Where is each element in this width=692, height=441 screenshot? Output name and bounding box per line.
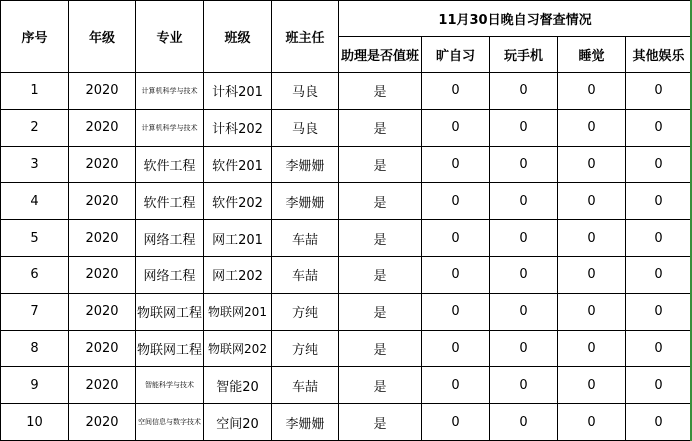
cell-sleep[interactable]: 0: [558, 220, 626, 257]
cell-other[interactable]: 0: [626, 367, 692, 404]
table-row: [1, 73, 692, 110]
cell-class[interactable]: 计科202: [204, 109, 272, 146]
cell-phone[interactable]: 0: [490, 256, 558, 293]
cell-duty[interactable]: 是: [339, 330, 422, 367]
cell-teacher[interactable]: 李姗姗: [272, 146, 339, 183]
cell-index[interactable]: 10: [1, 404, 69, 441]
cell-phone[interactable]: 0: [490, 367, 558, 404]
cell-grade[interactable]: 2020: [69, 330, 136, 367]
cell-major[interactable]: 网络工程: [136, 220, 204, 257]
cell-sleep[interactable]: 0: [558, 330, 626, 367]
cell-sleep[interactable]: 0: [558, 256, 626, 293]
cell-phone[interactable]: 0: [490, 293, 558, 330]
cell-class[interactable]: 网工202: [204, 256, 272, 293]
table-row: [1, 146, 692, 183]
cell-class[interactable]: 软件201: [204, 146, 272, 183]
cell-teacher[interactable]: 车喆: [272, 220, 339, 257]
header-teacher[interactable]: 班主任: [272, 1, 339, 73]
table-row: [1, 220, 692, 257]
table-row: [1, 404, 692, 441]
cell-other[interactable]: 0: [626, 109, 692, 146]
cell-phone[interactable]: 0: [490, 146, 558, 183]
header-phone[interactable]: 玩手机: [490, 37, 558, 73]
header-grade[interactable]: 年级: [69, 1, 136, 73]
cell-grade[interactable]: 2020: [69, 220, 136, 257]
cell-index[interactable]: 9: [1, 367, 69, 404]
cell-major[interactable]: 软件工程: [136, 183, 204, 220]
table-row: [1, 256, 692, 293]
cell-absent[interactable]: 0: [422, 293, 490, 330]
cell-major[interactable]: 软件工程: [136, 146, 204, 183]
cell-class[interactable]: 空间20: [204, 404, 272, 441]
table-row: [1, 183, 692, 220]
cell-index[interactable]: 5: [1, 220, 69, 257]
table-row: [1, 293, 692, 330]
cell-phone[interactable]: 0: [490, 109, 558, 146]
cell-major[interactable]: 智能科学与技术: [136, 367, 204, 404]
cell-class[interactable]: 网工201: [204, 220, 272, 257]
cell-duty[interactable]: 是: [339, 367, 422, 404]
cell-grade[interactable]: 2020: [69, 109, 136, 146]
cell-teacher[interactable]: 李姗姗: [272, 183, 339, 220]
cell-absent[interactable]: 0: [422, 73, 490, 110]
cell-absent[interactable]: 0: [422, 109, 490, 146]
cell-sleep[interactable]: 0: [558, 146, 626, 183]
cell-other[interactable]: 0: [626, 183, 692, 220]
cell-absent[interactable]: 0: [422, 256, 490, 293]
cell-absent[interactable]: 0: [422, 220, 490, 257]
cell-index[interactable]: 7: [1, 293, 69, 330]
cell-major[interactable]: 物联网工程: [136, 293, 204, 330]
cell-other[interactable]: 0: [626, 220, 692, 257]
cell-major[interactable]: 空间信息与数字技术: [136, 404, 204, 441]
cell-duty[interactable]: 是: [339, 220, 422, 257]
cell-other[interactable]: 0: [626, 293, 692, 330]
cell-grade[interactable]: 2020: [69, 73, 136, 110]
cell-absent[interactable]: 0: [422, 367, 490, 404]
cell-teacher[interactable]: 马良: [272, 73, 339, 110]
table-body: [1, 73, 692, 441]
cell-absent[interactable]: 0: [422, 404, 490, 441]
cell-phone[interactable]: 0: [490, 220, 558, 257]
cell-other[interactable]: 0: [626, 256, 692, 293]
cell-other[interactable]: 0: [626, 73, 692, 110]
cell-major[interactable]: 网络工程: [136, 256, 204, 293]
header-other[interactable]: 其他娱乐: [626, 37, 692, 73]
table-row: [1, 367, 692, 404]
cell-teacher[interactable]: 方纯: [272, 330, 339, 367]
cell-duty[interactable]: 是: [339, 293, 422, 330]
cell-other[interactable]: 0: [626, 146, 692, 183]
cell-class[interactable]: 计科201: [204, 73, 272, 110]
cell-duty[interactable]: 是: [339, 404, 422, 441]
header-group-title[interactable]: 11月30日晚自习督查情况: [339, 1, 692, 37]
cell-grade[interactable]: 2020: [69, 256, 136, 293]
cell-index[interactable]: 8: [1, 330, 69, 367]
cell-phone[interactable]: 0: [490, 183, 558, 220]
cell-index[interactable]: 3: [1, 146, 69, 183]
cell-sleep[interactable]: 0: [558, 109, 626, 146]
cell-grade[interactable]: 2020: [69, 404, 136, 441]
cell-grade[interactable]: 2020: [69, 146, 136, 183]
cell-phone[interactable]: 0: [490, 73, 558, 110]
cell-other[interactable]: 0: [626, 404, 692, 441]
cell-teacher[interactable]: 马良: [272, 109, 339, 146]
cell-major[interactable]: 计算机科学与技术: [136, 109, 204, 146]
table-row: [1, 109, 692, 146]
cell-index[interactable]: 6: [1, 256, 69, 293]
cell-absent[interactable]: 0: [422, 146, 490, 183]
cell-index[interactable]: 2: [1, 109, 69, 146]
cell-phone[interactable]: 0: [490, 404, 558, 441]
header-index[interactable]: 序号: [1, 1, 69, 73]
table-row: [1, 330, 692, 367]
cell-duty[interactable]: 是: [339, 73, 422, 110]
cell-phone[interactable]: 0: [490, 330, 558, 367]
cell-grade[interactable]: 2020: [69, 293, 136, 330]
cell-index[interactable]: 1: [1, 73, 69, 110]
cell-class[interactable]: 物联网202: [204, 330, 272, 367]
cell-sleep[interactable]: 0: [558, 293, 626, 330]
cell-sleep[interactable]: 0: [558, 73, 626, 110]
cell-index[interactable]: 4: [1, 183, 69, 220]
cell-class[interactable]: 软件202: [204, 183, 272, 220]
header-row-1: [1, 1, 692, 37]
cell-duty[interactable]: 是: [339, 109, 422, 146]
header-duty[interactable]: 助理是否值班: [339, 37, 422, 73]
cell-class[interactable]: 物联网201: [204, 293, 272, 330]
cell-sleep[interactable]: 0: [558, 367, 626, 404]
header-absent[interactable]: 旷自习: [422, 37, 490, 73]
cell-duty[interactable]: 是: [339, 183, 422, 220]
cell-major[interactable]: 计算机科学与技术: [136, 73, 204, 110]
header-sleep[interactable]: 睡觉: [558, 37, 626, 73]
cell-duty[interactable]: 是: [339, 256, 422, 293]
cell-class[interactable]: 智能20: [204, 367, 272, 404]
cell-other[interactable]: 0: [626, 330, 692, 367]
header-class[interactable]: 班级: [204, 1, 272, 73]
cell-sleep[interactable]: 0: [558, 404, 626, 441]
cell-teacher[interactable]: 车喆: [272, 367, 339, 404]
cell-absent[interactable]: 0: [422, 183, 490, 220]
cell-grade[interactable]: 2020: [69, 367, 136, 404]
header-major[interactable]: 专业: [136, 1, 204, 73]
cell-teacher[interactable]: 车喆: [272, 256, 339, 293]
cell-absent[interactable]: 0: [422, 330, 490, 367]
cell-major[interactable]: 物联网工程: [136, 330, 204, 367]
cell-duty[interactable]: 是: [339, 146, 422, 183]
cell-teacher[interactable]: 方纯: [272, 293, 339, 330]
cell-teacher[interactable]: 李姗姗: [272, 404, 339, 441]
cell-grade[interactable]: 2020: [69, 183, 136, 220]
cell-sleep[interactable]: 0: [558, 183, 626, 220]
